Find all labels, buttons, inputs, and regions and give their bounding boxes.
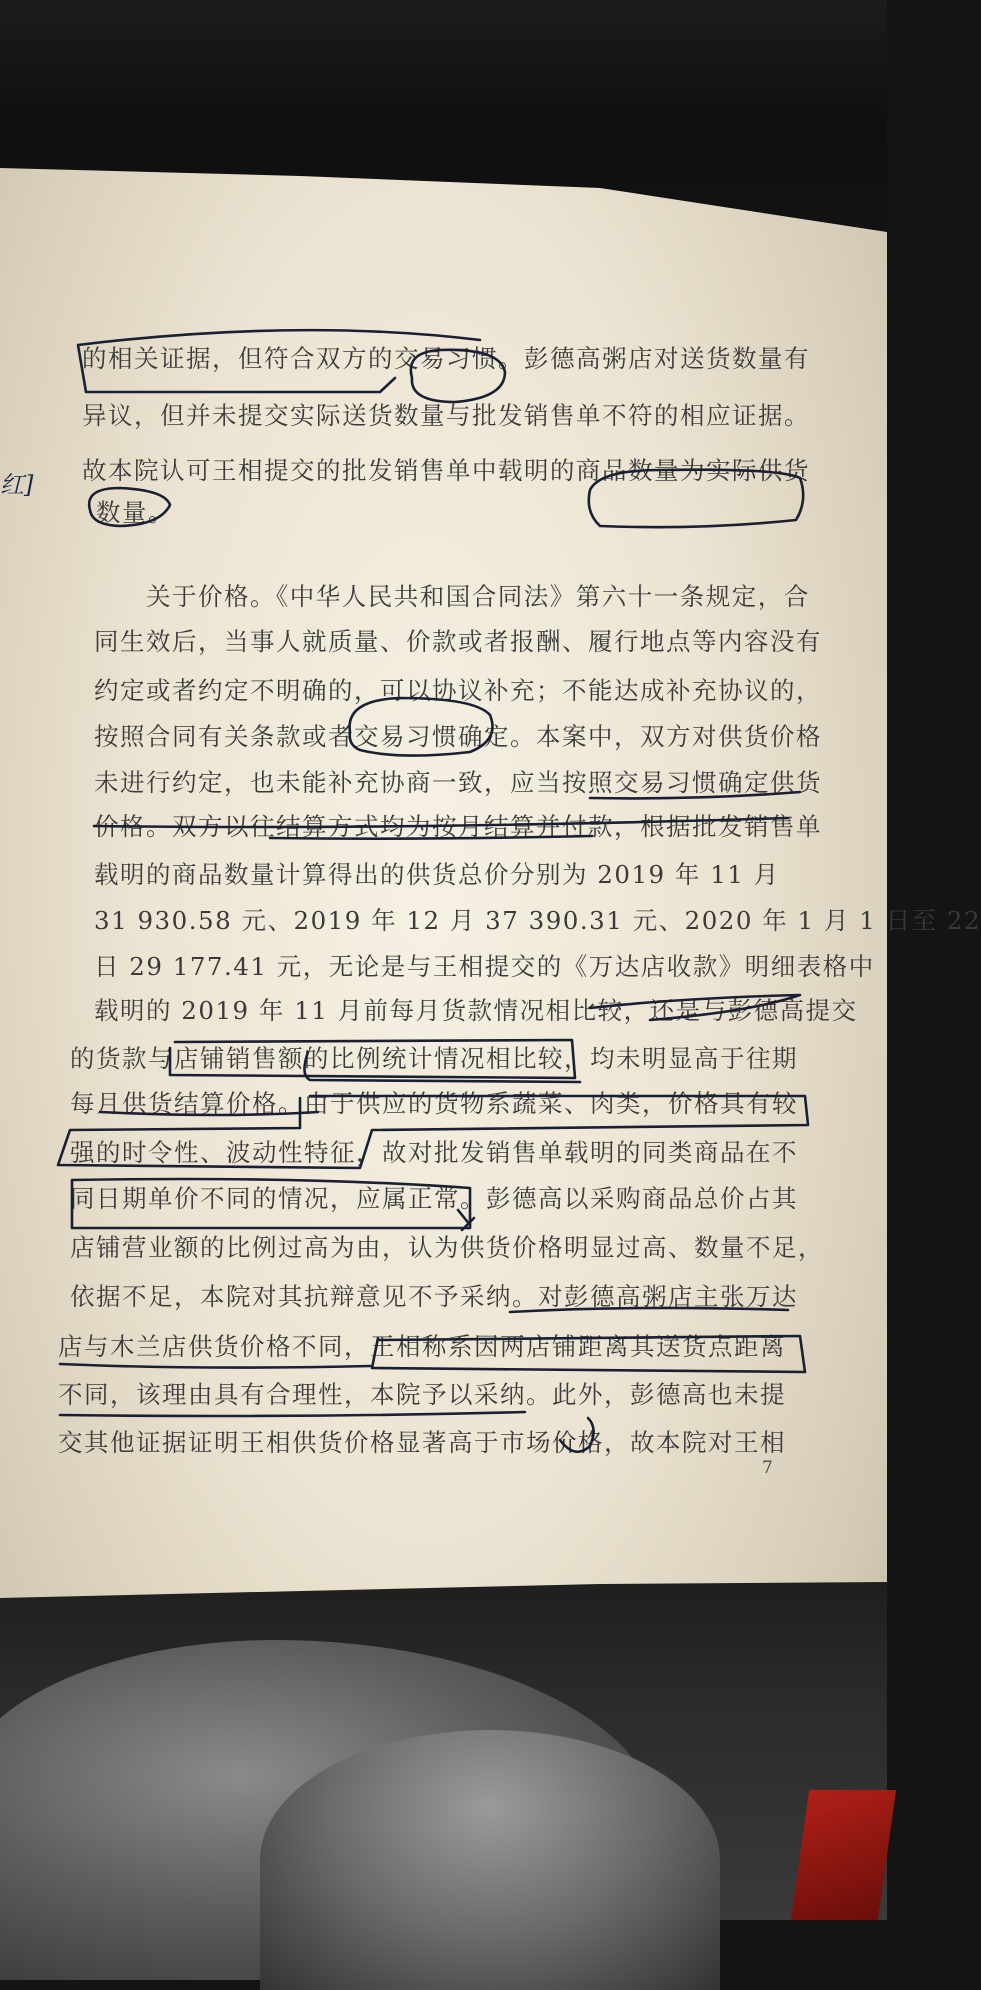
text-line-22: 不同，该理由具有合理性，本院予以采纳。此外，彭德高也未提: [58, 1380, 786, 1409]
ink-box-shouxiao: [170, 1040, 575, 1078]
ink-underline-huanshi: [590, 995, 800, 1020]
text-line-20: 依据不足，本院对其抗辩意见不予采纳。对彭德高粥店主张万达: [70, 1282, 798, 1311]
text-line-11: 载明的商品数量计算得出的供货总价分别为 2019 年 11 月: [94, 860, 780, 889]
text-line-19: 店铺营业额的比例过高为由，认为供货价格明显过高、数量不足，: [70, 1233, 824, 1262]
text-line-1: 的相关证据，但符合双方的交易习惯。彭德高粥店对送货数量有: [82, 344, 810, 373]
ink-underline-meiyue: [100, 1112, 318, 1115]
text-line-5: 关于价格。《中华人民共和国合同法》第六十一条规定，合: [146, 582, 810, 611]
ink-underline-butong: [60, 1412, 525, 1416]
ink-circle-jiaoyi-1: [411, 350, 505, 402]
ink-underline-settle: [270, 836, 592, 839]
page-number: 7: [762, 1458, 773, 1478]
text-line-8: 按照合同有关条款或者交易习惯确定。本案中，双方对供货价格: [94, 722, 822, 751]
text-line-16: 每月供货结算价格。由于供应的货物系蔬菜、肉类，价格具有较: [70, 1089, 798, 1118]
ink-curve-jiage: [560, 1418, 594, 1452]
text-line-23: 交其他证据证明王相供货价格显著高于市场价格，故本院对王相: [58, 1428, 786, 1457]
text-line-4: 数量。: [96, 498, 174, 527]
text-line-12: 31 930.58 元、2019 年 12 月 37 390.31 元、2020 年 1 月 1 日至 22: [94, 906, 981, 935]
text-line-17: 强的时令性、波动性特征，故对批发销售单载明的同类商品在不: [70, 1138, 798, 1167]
text-line-14: 载明的 2019 年 11 月前每月货款情况相比较，还是与彭德高提交: [94, 996, 858, 1025]
text-line-10: 价格。双方以往结算方式均为按月结算并付款，根据批发销售单: [94, 812, 822, 841]
ink-underline-zhuzhang: [510, 1308, 788, 1312]
ink-box-zhengchang: [72, 1179, 470, 1228]
ink-box-shiji: [589, 470, 803, 527]
text-line-21: 店与木兰店供货价格不同，王相称系因两店铺距离其送货点距离: [58, 1332, 786, 1361]
text-line-7: 约定或者约定不明确的，可以协议补充；不能达成补充协议的，: [94, 676, 822, 705]
ink-circle-jiaoyi-2: [350, 698, 493, 756]
text-line-3: 故本院认可王相提交的批发销售单中载明的商品数量为实际供货: [82, 456, 810, 485]
margin-note: 红]: [0, 471, 34, 499]
ink-box-line1: [78, 330, 480, 392]
ink-underline-left: [60, 1364, 370, 1368]
ink-underline-price: [94, 818, 788, 827]
ink-box-wangxiang: [372, 1336, 805, 1372]
text-line-2: 异议，但并未提交实际送货数量与批发销售单不符的相应证据。: [82, 401, 810, 430]
ink-box-youyu: [58, 1096, 808, 1168]
text-line-9: 未进行约定，也未能补充协商一致，应当按照交易习惯确定供货: [94, 768, 822, 797]
ink-circle-shuliang: [89, 488, 170, 526]
text-line-13: 日 29 177.41 元，无论是与王相提交的《万达店收款》明细表格中: [94, 952, 875, 981]
text-line-15: 的货款与店铺销售额的比例统计情况相比较，均未明显高于往期: [70, 1044, 798, 1073]
ink-underline-jiaoyi-3: [590, 792, 800, 798]
text-line-6: 同生效后，当事人就质量、价款或者报酬、履行地点等内容没有: [94, 627, 822, 656]
text-line-18: 同日期单价不同的情况，应属正常。彭德高以采购商品总价占其: [70, 1184, 798, 1213]
